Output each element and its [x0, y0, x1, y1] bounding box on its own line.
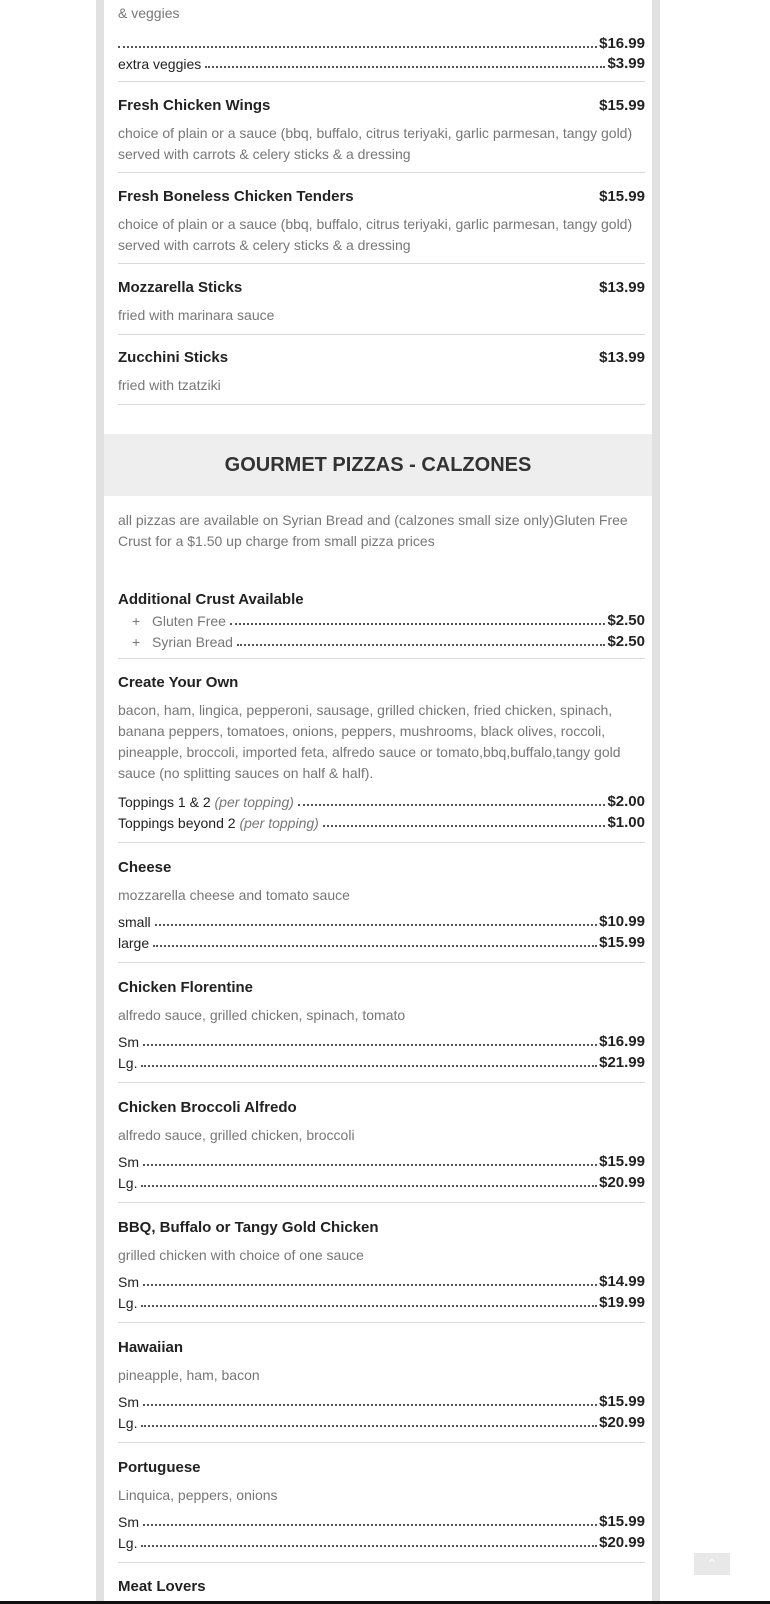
price-row-small — [118, 910, 645, 930]
menu-item-mozzarella-sticks — [118, 279, 645, 326]
price: $3.99 — [607, 55, 645, 72]
price: $2.00 — [607, 793, 645, 810]
divider — [118, 263, 645, 264]
price: $21.99 — [599, 1054, 645, 1071]
size-label: Toppings beyond 2 — [118, 815, 236, 831]
divider — [118, 842, 645, 843]
item-description: pineapple, ham, bacon — [118, 1367, 260, 1383]
item-price: $15.99 — [599, 188, 645, 205]
price: $20.99 — [599, 1534, 645, 1551]
size-label: Sm — [118, 1274, 139, 1290]
price: $15.99 — [599, 934, 645, 951]
price-row-large — [118, 1411, 645, 1431]
price: $20.99 — [599, 1174, 645, 1191]
divider — [118, 1082, 645, 1083]
divider — [118, 1562, 645, 1563]
divider — [118, 81, 645, 82]
plus-icon: + — [132, 634, 141, 650]
option-label: Syrian Bread — [152, 634, 233, 650]
menu-item-chicken-tenders — [118, 188, 645, 256]
divider — [118, 1442, 645, 1443]
chevron-up-icon[interactable]: ⌃ — [694, 1553, 730, 1575]
menu-item-chicken-broccoli-alfredo — [118, 1099, 645, 1191]
menu-item-meat-lovers — [118, 1578, 645, 1596]
divider — [118, 658, 645, 659]
item-name: Mozzarella Sticks — [118, 279, 243, 296]
item-name: BBQ, Buffalo or Tangy Gold Chicken — [118, 1219, 379, 1236]
divider — [118, 172, 645, 173]
price-row-small — [118, 1150, 645, 1170]
menu-item-portuguese — [118, 1459, 645, 1551]
size-label: Toppings 1 & 2 — [118, 794, 211, 810]
price-row-small — [118, 1510, 645, 1530]
price: $15.99 — [599, 1393, 645, 1410]
section-note — [118, 510, 645, 552]
price: $2.50 — [607, 612, 645, 629]
item-description: choice of plain or a sauce (bbq, buffalo, citrus teriyaki, garlic parmesan, tangy gold) served with carrots & celery sticks & a dressing — [118, 125, 633, 162]
divider — [118, 1202, 645, 1203]
price: $19.99 — [599, 1294, 645, 1311]
option-label: Gluten Free — [152, 613, 226, 629]
size-label: Lg. — [118, 1415, 138, 1431]
item-description: fried with marinara sauce — [118, 307, 275, 323]
price-row-small — [118, 1030, 645, 1050]
price: $15.99 — [599, 1153, 645, 1170]
item-description: mozzarella cheese and tomato sauce — [118, 887, 350, 903]
item-description: bacon, ham, lingica, pepperoni, sausage, grilled chicken, fried chicken, spinach, banana peppers, tomatoes, onions, peppers, mushrooms, black olives, roccoli, pineapple, broccoli, imported feta, alfredo sauce or tomato,bbq,buffalo,tangy gold sauce (no splitting sauces on half & half). — [118, 702, 621, 781]
price-row-small — [118, 1390, 645, 1410]
item-description: alfredo sauce, grilled chicken, spinach, tomato — [118, 1007, 406, 1023]
item-description: alfredo sauce, grilled chicken, broccoli — [118, 1127, 355, 1143]
price-row-extra-veggies — [118, 52, 645, 72]
price-row-gluten-free — [118, 609, 645, 629]
size-label: extra veggies — [118, 56, 202, 72]
item-name: Meat Lovers — [118, 1578, 206, 1595]
item-description: fried with tzatziki — [118, 377, 221, 393]
price-row-large — [118, 1291, 645, 1311]
divider — [118, 334, 645, 335]
item-price: $15.99 — [599, 97, 645, 114]
menu-item-bbq-buffalo-tangy-gold-chicken — [118, 1219, 645, 1311]
size-label: Sm — [118, 1154, 139, 1170]
item-name: Hawaiian — [118, 1339, 184, 1356]
item-name: Cheese — [118, 859, 172, 876]
size-note: (per topping) — [239, 815, 319, 831]
menu-item-additional-crust — [118, 591, 645, 650]
item-description: grilled chicken with choice of one sauce — [118, 1247, 364, 1263]
item-name: Chicken Florentine — [118, 979, 254, 996]
section-description: all pizzas are available on Syrian Bread and (calzones small size only)Gluten Free Crust for a $1.50 up charge from small pizza prices — [118, 512, 628, 549]
price: $20.99 — [599, 1414, 645, 1431]
plus-icon: + — [132, 613, 141, 629]
divider — [118, 1322, 645, 1323]
size-label: Sm — [118, 1394, 139, 1410]
size-label: Lg. — [118, 1295, 138, 1311]
divider — [118, 404, 645, 405]
item-name: Fresh Chicken Wings — [118, 97, 271, 114]
size-label: Lg. — [118, 1175, 138, 1191]
item-name: Fresh Boneless Chicken Tenders — [118, 188, 354, 205]
item-name: Zucchini Sticks — [118, 349, 229, 366]
price-row-small — [118, 1270, 645, 1290]
menu-item-zucchini-sticks — [118, 349, 645, 396]
menu-card — [104, 0, 652, 1604]
size-label: Lg. — [118, 1055, 138, 1071]
price: $16.99 — [599, 35, 645, 52]
menu-item-partial — [118, 3, 645, 24]
price-row-large — [118, 1051, 645, 1071]
menu-item-chicken-wings — [118, 97, 645, 165]
item-name: Chicken Broccoli Alfredo — [118, 1099, 297, 1116]
item-price: $13.99 — [599, 349, 645, 366]
size-label: large — [118, 935, 150, 951]
size-label: Sm — [118, 1034, 139, 1050]
price: $15.99 — [599, 1513, 645, 1530]
price: $1.00 — [607, 814, 645, 831]
price-row-toppings-1-2 — [118, 790, 645, 810]
price-row-large — [118, 1171, 645, 1191]
price: $14.99 — [599, 1273, 645, 1290]
item-description: choice of plain or a sauce (bbq, buffalo, citrus teriyaki, garlic parmesan, tangy gold) served with carrots & celery sticks & a dressing — [118, 216, 633, 253]
price-row-large — [118, 1531, 645, 1551]
price-row-toppings-beyond-2 — [118, 811, 645, 831]
price-row — [118, 32, 645, 52]
size-label: small — [118, 914, 151, 930]
price: $16.99 — [599, 1033, 645, 1050]
price-row-syrian-bread — [118, 630, 645, 650]
divider — [118, 962, 645, 963]
size-label: Sm — [118, 1514, 139, 1530]
menu-item-create-your-own — [118, 674, 645, 831]
price: $10.99 — [599, 913, 645, 930]
size-label: Lg. — [118, 1535, 138, 1551]
size-note: (per topping) — [214, 794, 294, 810]
menu-item-cheese — [118, 859, 645, 951]
item-description: & veggies — [118, 5, 180, 21]
menu-item-chicken-florentine — [118, 979, 645, 1071]
item-name: Portuguese — [118, 1459, 201, 1476]
item-description: Linquica, peppers, onions — [118, 1487, 278, 1503]
price-row-large — [118, 931, 645, 951]
item-name: Create Your Own — [118, 674, 239, 691]
item-name: Additional Crust Available — [118, 591, 304, 608]
item-price: $13.99 — [599, 279, 645, 296]
section-title: GOURMET PIZZAS - CALZONES — [104, 434, 652, 496]
price: $2.50 — [607, 633, 645, 650]
menu-item-hawaiian — [118, 1339, 645, 1431]
